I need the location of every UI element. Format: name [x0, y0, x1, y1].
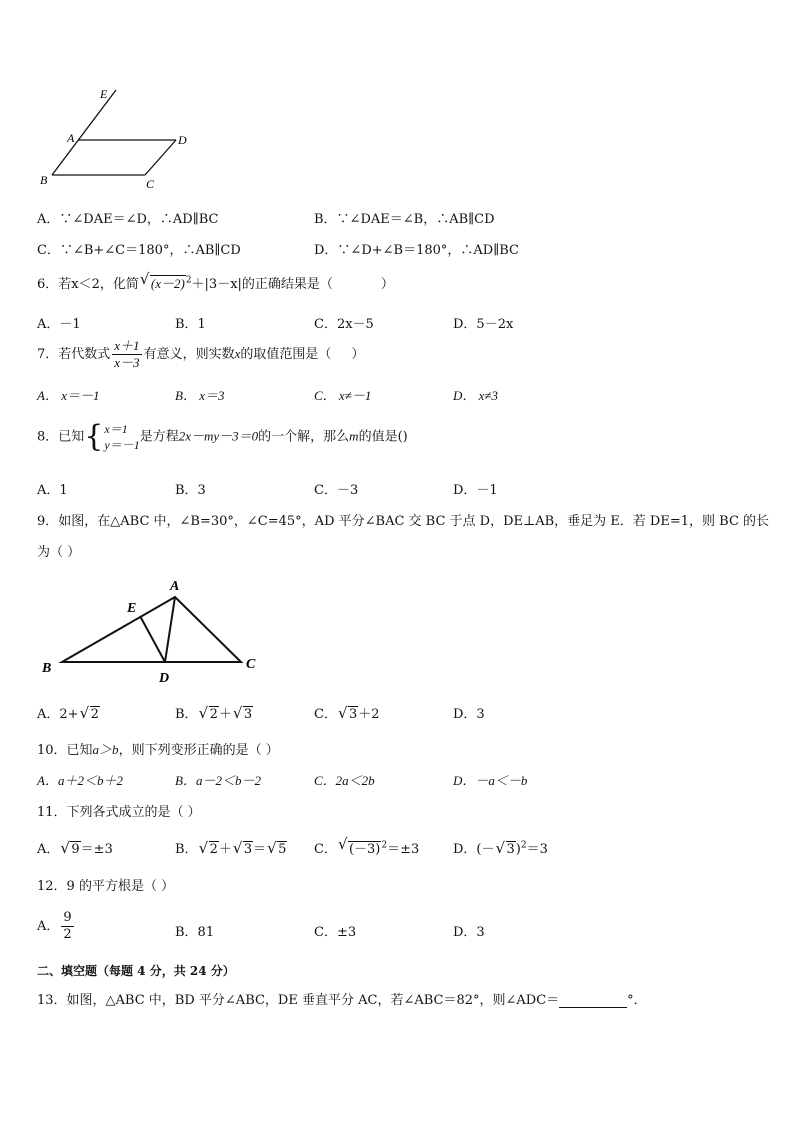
question-6-stem — [37, 273, 394, 292]
triangle-figure — [38, 574, 266, 686]
line-DC — [145, 140, 176, 175]
q7-post: 有意义，则实数 — [143, 347, 235, 362]
q11-option-d-suffix: ＝3 — [526, 842, 548, 857]
q11-option-a — [37, 838, 113, 857]
q8-row2: y＝－1 — [104, 438, 140, 452]
q12-option-a-fraction — [61, 910, 73, 943]
q7-post2: 的取值范围是（ — [240, 347, 332, 362]
label-B: B — [42, 661, 52, 676]
q10-option-a: A．a＋2＜b＋2 — [37, 773, 123, 788]
q11-option-d-radicand: 3 — [506, 842, 515, 857]
q7-option-d: D． x≠3 — [453, 388, 499, 403]
q12-option-a-numerator: 9 — [63, 910, 72, 925]
q5-option-a: A．∵∠DAE＝∠D，∴AD∥BC — [37, 212, 219, 227]
sqrt-icon — [268, 842, 287, 857]
q11-option-b-radicand-3: 5 — [278, 842, 287, 857]
sqrt-icon — [234, 707, 253, 722]
label-A: A — [67, 131, 75, 145]
q10-condition: a＞b — [92, 742, 119, 757]
q8-system — [104, 421, 139, 453]
q11-option-a-suffix: ＝±3 — [80, 842, 113, 857]
q13-suffix: °． — [627, 993, 647, 1008]
q11-option-b — [175, 838, 287, 857]
q12-option-a-denominator: 2 — [63, 927, 72, 942]
q11-option-d — [453, 838, 548, 857]
q12-option-a-prefix: A． — [37, 919, 60, 934]
q7-fraction — [112, 338, 141, 371]
q5-option-c: C．∵∠B+∠C＝180°，∴AB∥CD — [37, 243, 241, 258]
q8-equation: 2x－my－3＝0 — [178, 428, 259, 444]
q11-option-d-close: ) — [515, 842, 521, 857]
brace-icon: { — [84, 419, 104, 454]
q10-option-b: B．a－2＜b－2 — [175, 773, 261, 788]
q9-option-c-radicand: 3 — [348, 707, 358, 722]
segment-AD — [165, 597, 175, 662]
q7-end: ） — [351, 347, 365, 362]
q11-option-d-exponent: 2 — [520, 840, 527, 851]
label-E: E — [100, 87, 108, 101]
label-D: D — [159, 671, 170, 686]
q7-prefix: 7．若代数式 — [37, 347, 111, 362]
q10-post: ，则下列变形正确的是（ ） — [118, 743, 279, 758]
q6-option-b: B．1 — [175, 317, 206, 332]
q11-option-c — [314, 838, 419, 857]
q7-denominator: x－3 — [114, 355, 140, 370]
q6-prefix: 6．若x＜2，化简 — [37, 277, 139, 292]
question-11-stem: 11．下列各式成立的是（ ） — [37, 805, 201, 820]
q8-option-a: A．1 — [37, 483, 68, 498]
section-heading-fill-in: 二、填空题（每题 4 分，共 24 分） — [37, 964, 235, 978]
label-C: C — [146, 177, 155, 191]
q9-option-a — [37, 703, 100, 722]
segment-DE — [140, 616, 165, 662]
q11-option-c-prefix: C． — [314, 842, 337, 857]
label-E: E — [127, 601, 137, 616]
q8-option-b: B．3 — [175, 483, 206, 498]
question-8-stem — [37, 421, 408, 453]
sqrt-icon — [200, 842, 219, 857]
sqrt-icon — [234, 842, 253, 857]
q8-end: 的值是() — [358, 429, 408, 445]
question-9-stem-line1: 9．如图，在△ABC 中，∠B=30°，∠C=45°，AD 平分∠BAC 交 BC 于点 D，DE⊥AB，垂足为 E．若 DE=1，则 BC 的长 — [37, 514, 770, 529]
q6-option-c: C．2x－5 — [314, 317, 374, 332]
q6-exponent: 2 — [185, 275, 192, 286]
q9-option-b-plus: ＋ — [218, 707, 232, 722]
q7-variable: x — [234, 346, 241, 361]
sqrt-icon — [339, 707, 358, 722]
q7-option-c: C． x≠－1 — [314, 388, 372, 403]
q8-option-c: C．－3 — [314, 483, 359, 498]
question-9-stem-line2: 为（ ） — [37, 545, 81, 560]
q6-option-a: A．－1 — [37, 317, 81, 332]
answer-blank[interactable] — [559, 995, 627, 1008]
q9-option-a-radicand: 2 — [90, 707, 99, 722]
q9-option-b — [175, 703, 253, 722]
q12-option-d: D．3 — [453, 925, 485, 940]
triangle-ABC — [62, 597, 241, 662]
q11-option-b-radicand-2: 3 — [243, 842, 253, 857]
q11-option-a-radicand: 9 — [71, 842, 80, 857]
q9-option-c-suffix: ＋2 — [358, 707, 380, 722]
q8-mid: 是方程 — [139, 429, 179, 445]
q11-option-b-prefix: B． — [175, 842, 198, 857]
q8-post: 的一个解，那么 — [258, 429, 350, 445]
q5-option-d: D．∵∠D+∠B＝180°，∴AD∥BC — [314, 243, 519, 258]
q9-option-b-radicand-1: 2 — [209, 707, 218, 722]
q9-option-b-radicand-2: 3 — [243, 707, 253, 722]
q9-option-d: D．3 — [453, 707, 485, 722]
q11-option-b-equals: ＝ — [253, 842, 267, 857]
q6-radical — [141, 273, 186, 292]
q9-option-a-prefix: A．2+ — [37, 707, 79, 722]
q8-option-d: D．－1 — [453, 483, 498, 498]
line-BE — [52, 90, 116, 175]
q6-middle: ＋|3－x|的正确结果是（ — [191, 277, 333, 292]
sqrt-icon — [200, 707, 219, 722]
sqrt-icon — [339, 838, 381, 857]
q11-option-a-prefix: A． — [37, 842, 60, 857]
q13-prefix: 13．如图，△ABC 中，BD 平分∠ABC，DE 垂直平分 AC，若∠ABC＝82°，则∠ADC＝ — [37, 993, 560, 1008]
label-C: C — [246, 657, 256, 672]
label-B: B — [40, 173, 48, 187]
q11-option-c-exponent: 2 — [381, 840, 388, 851]
question-12-stem: 12．9 的平方根是（ ） — [37, 879, 175, 894]
q9-option-c-prefix: C． — [314, 707, 337, 722]
q7-option-b: B． x＝3 — [175, 388, 225, 403]
q12-option-b: B．81 — [175, 925, 215, 940]
q10-option-d: D．－a＜－b — [453, 773, 528, 788]
q6-option-d: D．5－2x — [453, 317, 514, 332]
q6-end: ） — [380, 277, 394, 292]
sqrt-icon — [497, 842, 516, 857]
sqrt-icon — [61, 842, 80, 857]
q12-option-c: C．±3 — [314, 925, 357, 940]
question-10-stem — [37, 739, 279, 758]
q8-prefix: 8．已知 — [37, 429, 85, 445]
q7-option-a: A． x＝－1 — [37, 388, 100, 403]
q11-option-b-plus: ＋ — [218, 842, 232, 857]
q8-row1: x＝1 — [104, 422, 128, 436]
q12-option-a — [37, 910, 76, 943]
q5-option-b: B．∵∠DAE＝∠B，∴AB∥CD — [314, 212, 495, 227]
label-D: D — [178, 133, 187, 147]
question-13-stem — [37, 989, 647, 1008]
q11-option-d-prefix: D．(－ — [453, 842, 495, 857]
q10-prefix: 10．已知 — [37, 743, 93, 758]
sqrt-icon — [81, 707, 100, 722]
q9-option-c — [314, 703, 380, 722]
q7-numerator: x＋1 — [114, 338, 140, 353]
q8-variable: m — [349, 428, 359, 444]
q11-option-c-suffix: ＝±3 — [387, 842, 420, 857]
question-7-stem — [37, 338, 364, 371]
q11-option-c-radicand: (－3) — [348, 842, 381, 857]
q9-option-b-prefix: B． — [175, 707, 198, 722]
label-A: A — [170, 579, 180, 594]
parallelogram-figure — [36, 84, 206, 192]
q10-option-c: C．2a＜2b — [314, 773, 375, 788]
q6-radicand: (x－2) — [150, 276, 185, 291]
q11-option-b-radicand-1: 2 — [209, 842, 218, 857]
